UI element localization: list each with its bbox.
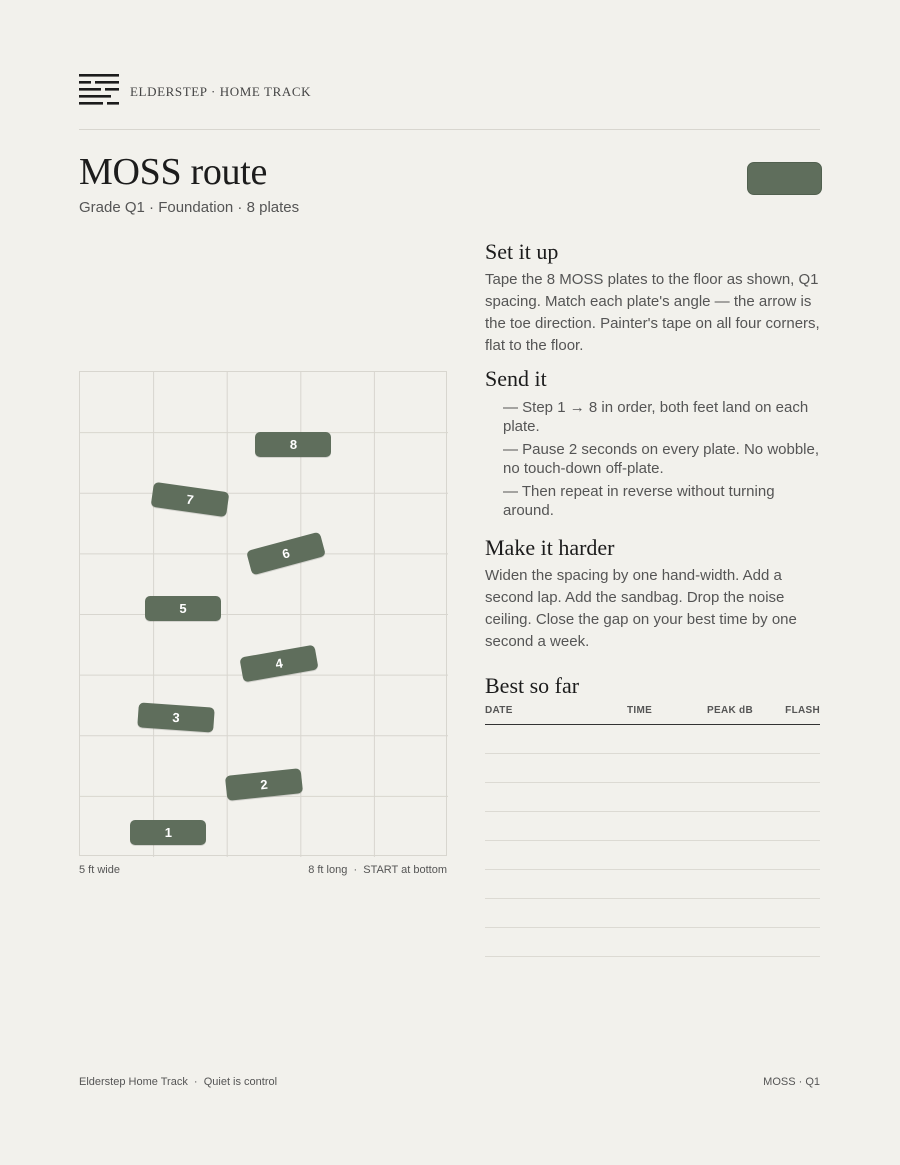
footer-left: Elderstep Home Track · Quiet is control: [79, 1076, 278, 1088]
setup-heading: Set it up: [485, 239, 559, 264]
col-flash: FLASH: [785, 705, 820, 716]
plate-2: 2: [225, 768, 303, 801]
plate-1: 1: [130, 820, 206, 845]
plate-3: 3: [137, 702, 215, 732]
best-table: [485, 705, 820, 957]
best-heading: Best so far: [485, 673, 580, 698]
best-table-header: [485, 705, 820, 725]
best-table-body: [485, 725, 820, 957]
logo-icon: [79, 74, 119, 106]
grade-badge: [747, 162, 822, 195]
map-caption-width: 5 ft wide: [79, 864, 120, 876]
table-row[interactable]: [485, 899, 820, 928]
table-row[interactable]: [485, 928, 820, 957]
plate-4: 4: [239, 644, 318, 682]
map-caption-length: 8 ft long · START at bottom: [308, 864, 447, 876]
table-row[interactable]: [485, 812, 820, 841]
col-date: DATE: [485, 705, 513, 716]
table-row[interactable]: [485, 725, 820, 754]
harder-heading: Make it harder: [485, 535, 615, 560]
col-time: TIME: [627, 705, 653, 716]
page-title: MOSS route: [79, 151, 268, 193]
brand-name: ELDERSTEP · HOME TRACK: [130, 84, 312, 99]
send-step: — Pause 2 seconds on every plate. No wobble, no touch-down off-plate.: [503, 441, 820, 477]
send-steps: [503, 398, 820, 524]
plate-8: 8: [255, 432, 331, 457]
page-subtitle: Grade Q1 · Foundation · 8 plates: [79, 199, 300, 216]
route-map: [79, 371, 447, 856]
table-row[interactable]: [485, 754, 820, 783]
table-row[interactable]: [485, 870, 820, 899]
footer-right: MOSS · Q1: [763, 1076, 820, 1088]
harder-body: Widen the spacing by one hand-width. Add a second lap. Add the sandbag. Drop the noise ceiling. Close the gap on your best time by one second a week.: [485, 567, 797, 650]
plate-5: 5: [145, 596, 221, 621]
plate-6: 6: [246, 532, 326, 576]
col-peak-db: PEAK dB: [707, 705, 753, 716]
table-row[interactable]: [485, 783, 820, 812]
send-step: — Step 1 → 8 in order, both feet land on each plate.: [503, 399, 809, 435]
setup-body: Tape the 8 MOSS plates to the floor as shown, Q1 spacing. Match each plate's angle — the arrow is the toe direction. Painter's tape on all four corners, flat to the floor.: [485, 271, 820, 354]
header-divider: [79, 129, 820, 130]
send-step: — Then repeat in reverse without turning around.: [503, 483, 775, 519]
send-heading: Send it: [485, 366, 547, 391]
plate-7: 7: [151, 482, 230, 517]
table-row[interactable]: [485, 841, 820, 870]
